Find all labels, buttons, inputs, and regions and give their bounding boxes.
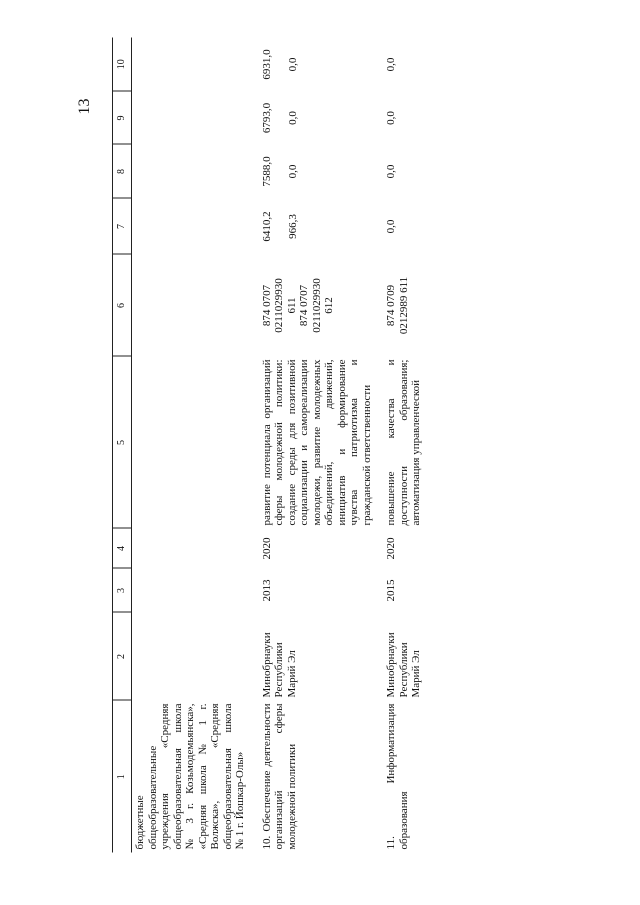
amount-value: 0,0 (385, 57, 397, 72)
budget-code-line: 874 0707 0211029930 612 (298, 278, 335, 333)
column-number: 9 (113, 92, 132, 145)
amount-value: 0,0 (385, 164, 397, 179)
institutions-cell: бюджетные общеобразовательные учреждения «Средняя общеобразовательная школа № 3 г. Козьмодемьянска», «Средняя школа № 1 г. Волжска», «Средняя общеобразовательная школа № 1 г. Йошкар-Олы» (134, 703, 246, 850)
table-row-11 (377, 38, 427, 853)
amount-value: 6793,0 (260, 102, 273, 134)
amount-value: 0,0 (385, 111, 397, 125)
column-number: 5 (113, 357, 132, 529)
column-number: 7 (113, 199, 132, 255)
amount-value: 0,0 (287, 164, 299, 179)
column-number: 4 (113, 529, 132, 569)
column-number: 10 (113, 38, 132, 92)
program-table (112, 38, 427, 853)
table-row-continuation (132, 38, 251, 853)
column-number: 1 (113, 701, 132, 853)
start-year: 2015 (385, 579, 397, 602)
amount-value: 6410,2 (260, 211, 273, 242)
start-year: 2013 (260, 579, 273, 602)
measure-name: 10. Обеспечение деятельности организаций сферы молодежной политики (260, 703, 298, 850)
amount-value: 0,0 (287, 111, 299, 125)
amount-cell (251, 92, 378, 145)
expected-result: повышение качества и доступности образования; автоматизация управленческой (385, 359, 422, 526)
amount-value: 0,0 (287, 57, 299, 72)
column-number: 8 (113, 145, 132, 199)
amount-cell (251, 145, 378, 199)
executor: Минобрнауки Республики Марий Эл (260, 632, 298, 698)
end-year: 2020 (385, 537, 397, 560)
budget-code (251, 255, 378, 357)
budget-code: 874 0709 0212989 611 (385, 276, 410, 335)
amount-cell (251, 199, 378, 255)
column-number: 2 (113, 613, 132, 701)
executor: Минобрнауки Республики Марий Эл (385, 632, 422, 698)
budget-code-line: 874 0707 0211029930 611 (260, 278, 298, 333)
measure-name: 11. Информатизация образования (385, 703, 410, 850)
column-number-row (113, 38, 132, 853)
expected-result: развитие потенциала организаций сферы молодежной политики: создание среды для позитивной социализации и самореализации молодежи, развитие молодежных объединений, движений, инициатив и формирование чувства патриотизма и гражданской ответственности (260, 359, 373, 526)
column-number: 6 (113, 255, 132, 357)
amount-value: 7588,0 (260, 156, 273, 187)
column-number: 3 (113, 569, 132, 613)
amount-value: 966,3 (287, 214, 299, 239)
table-row-10 (251, 38, 378, 853)
amount-value: 0,0 (385, 219, 397, 234)
amount-value: 6931,0 (260, 49, 273, 80)
end-year: 2020 (260, 537, 273, 560)
amount-cell (251, 38, 378, 92)
page-number: 13 (76, 98, 93, 115)
